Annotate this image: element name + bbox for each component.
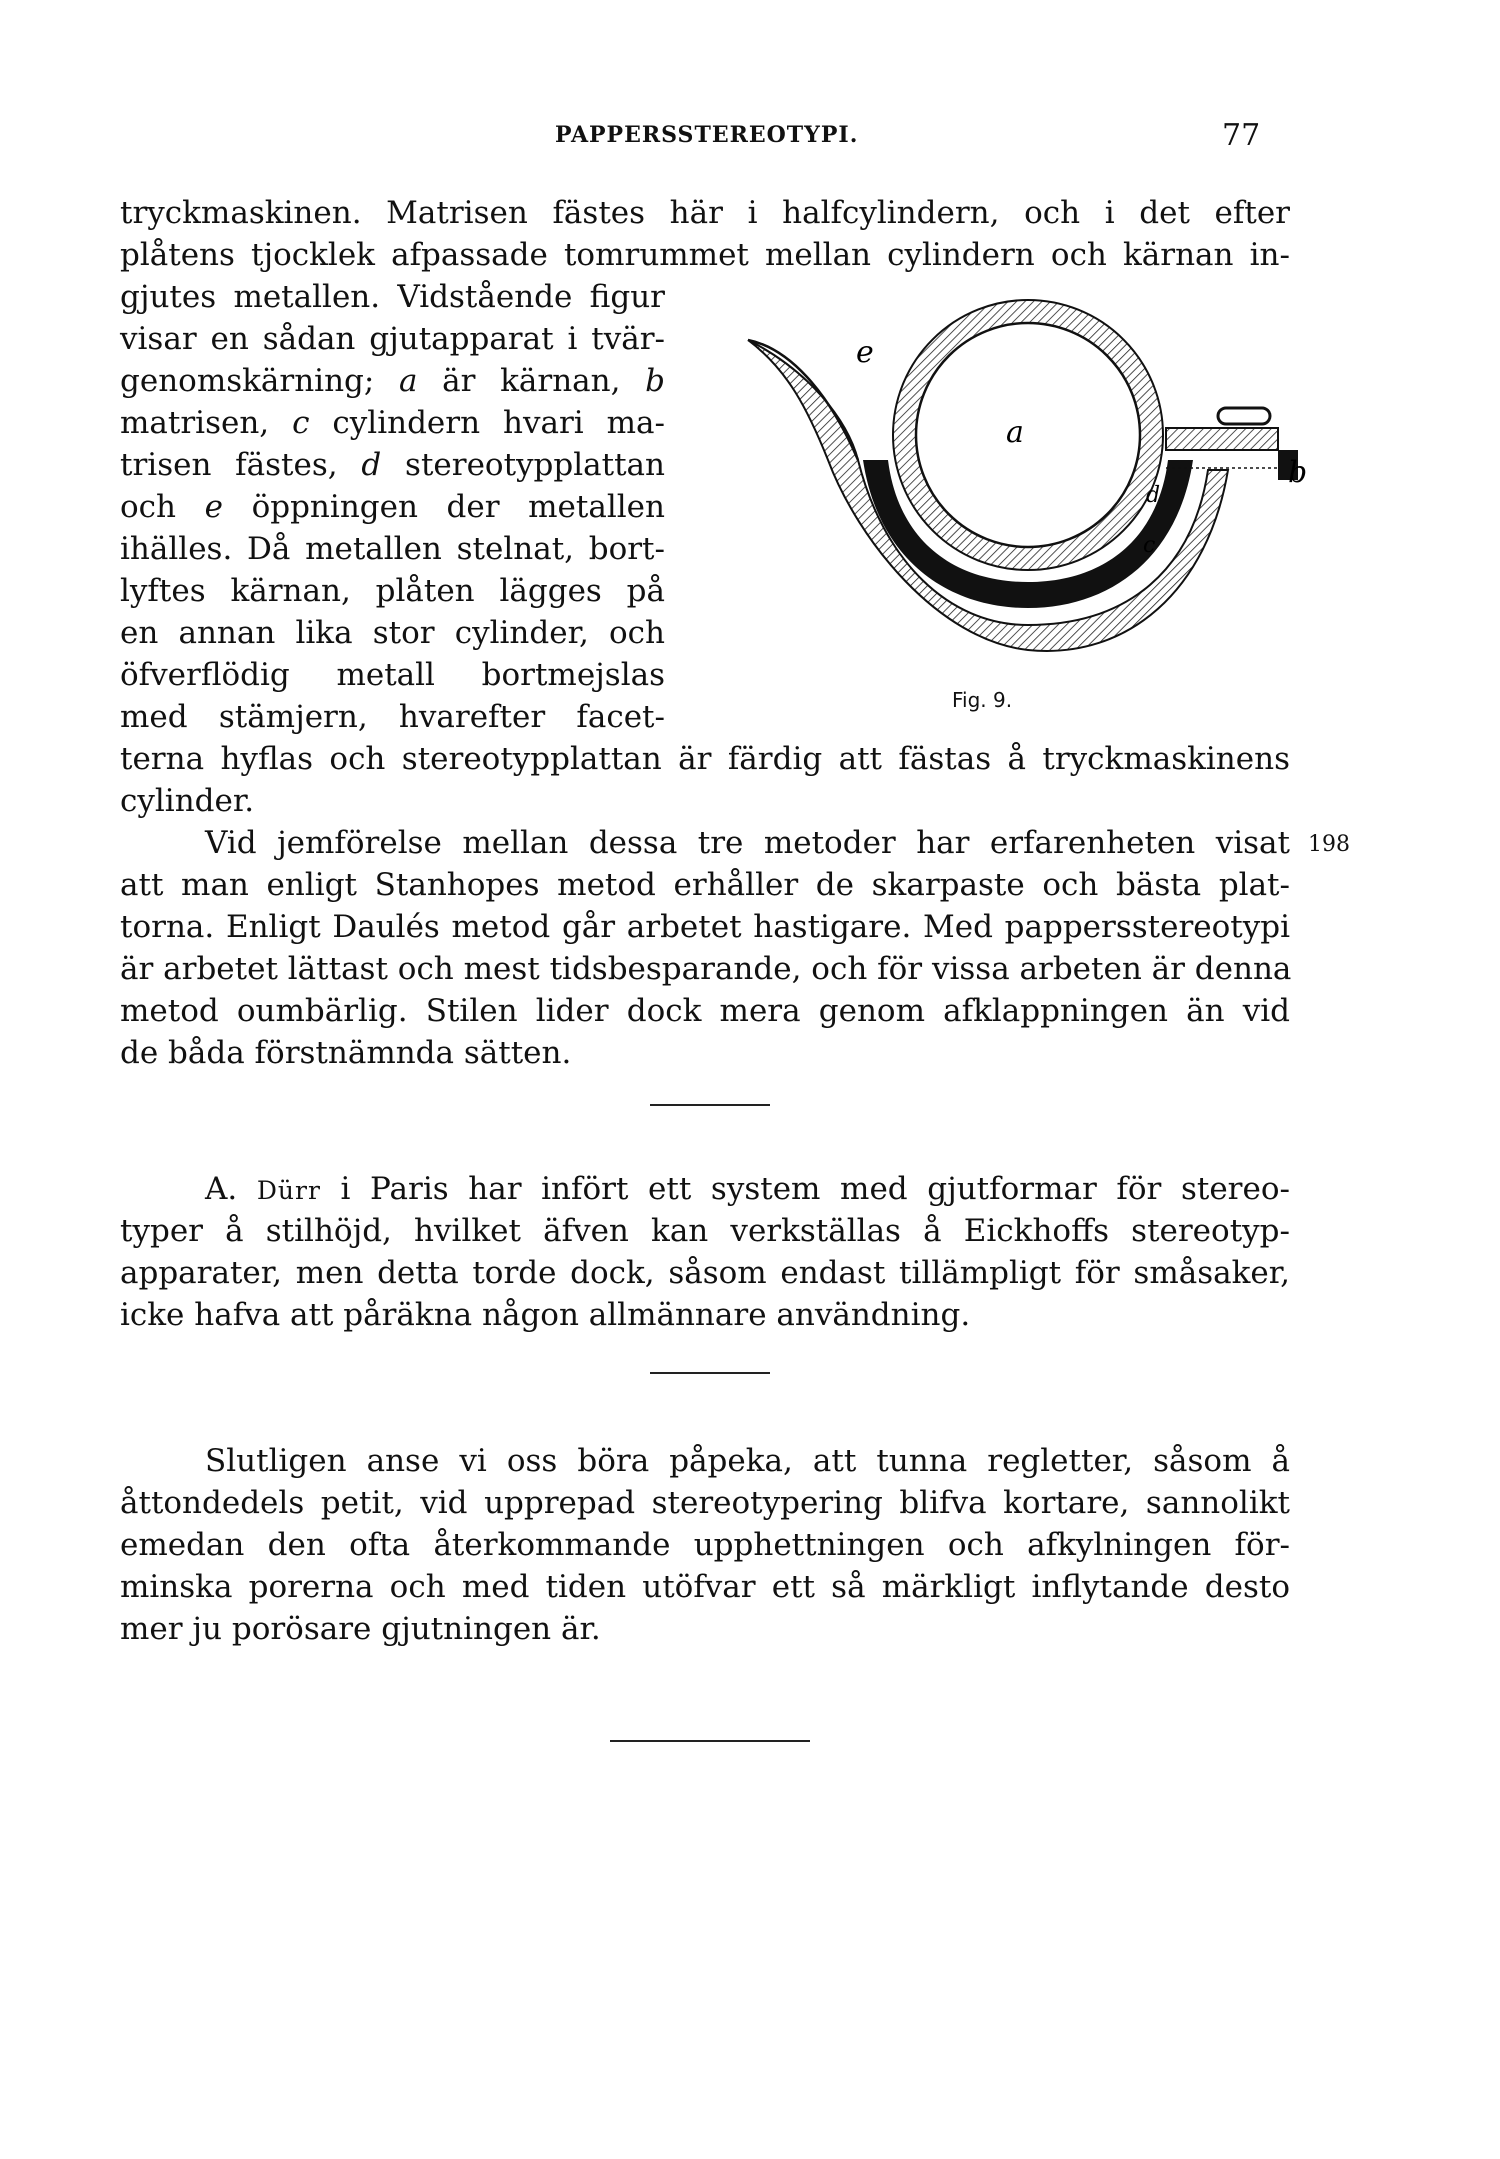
text-line: plåtens tjocklek afpassade tomrummet mellan cylindern och kärnan in- xyxy=(120,237,1290,273)
plate-holder xyxy=(1166,428,1278,450)
text-span: i Paris har infört ett system med gjutformar för stereo- xyxy=(320,1171,1290,1207)
fig-label-e: e xyxy=(856,335,874,370)
text-span: öppningen der metallen xyxy=(222,489,665,525)
text-span: genomskärning; xyxy=(120,363,400,399)
text-span: A. xyxy=(205,1171,257,1207)
text-line: öfverflödig metall bortmejslas xyxy=(120,657,665,693)
text-line: icke hafva att påräkna någon allmännare användning. xyxy=(120,1297,971,1333)
text-line xyxy=(205,1168,1290,1212)
label-a: a xyxy=(399,363,418,399)
text-line: tryckmaskinen. Matrisen fästes här i halfcylindern, och i det efter xyxy=(120,195,1290,231)
text-line: ihälles. Då metallen stelnat, bort- xyxy=(120,531,665,567)
page-number: 77 xyxy=(1222,118,1261,153)
text-line: torna. Enligt Daulés metod går arbetet hastigare. Med pappersstereotypi xyxy=(120,909,1290,945)
label-c: c xyxy=(292,405,310,441)
text-line: apparater, men detta torde dock, såsom endast tillämpligt för småsaker, xyxy=(120,1255,1290,1291)
person-name: Dürr xyxy=(256,1176,321,1205)
text-line: en annan lika stor cylinder, och xyxy=(120,615,665,651)
text-line xyxy=(120,486,665,528)
section-divider xyxy=(650,1104,770,1106)
core-interior xyxy=(916,323,1140,547)
text-line: är arbetet lättast och mest tidsbesparande, och för vissa arbeten är denna xyxy=(120,951,1292,987)
clamp-knob xyxy=(1218,408,1270,424)
text-line: cylinder. xyxy=(120,783,255,819)
text-span: är kärnan, xyxy=(417,363,646,399)
text-span: trisen fästes, xyxy=(120,447,362,483)
text-line: typer å stilhöjd, hvilket äfven kan verkställas å Eickhoffs stereotyp- xyxy=(120,1213,1290,1249)
text-line: mer ju porösare gjutningen är. xyxy=(120,1611,601,1647)
figure-caption: Fig. 9. xyxy=(952,688,1013,712)
label-b: b xyxy=(645,363,665,399)
text-line: att man enligt Stanhopes metod erhåller de skarpaste och bästa plat- xyxy=(120,867,1290,903)
text-line: metod oumbärlig. Stilen lider dock mera genom afklappningen än vid xyxy=(120,993,1290,1029)
fig-label-b: b xyxy=(1288,455,1308,490)
section-divider xyxy=(650,1372,770,1374)
text-line: lyftes kärnan, plåten lägges på xyxy=(120,573,665,609)
label-e: e xyxy=(204,489,223,525)
fig-label-a: a xyxy=(1006,415,1024,450)
text-line xyxy=(120,402,665,444)
text-line: med stämjern, hvarefter facet- xyxy=(120,699,665,735)
text-span: och xyxy=(120,489,205,525)
text-line xyxy=(120,360,665,402)
text-line: Vid jemförelse mellan dessa tre metoder har erfarenheten visat xyxy=(205,825,1290,861)
text-line: de båda förstnämnda sätten. xyxy=(120,1035,572,1071)
text-span: cylindern hvari ma- xyxy=(309,405,665,441)
text-line: terna hyflas och stereotypplattan är färdig att fästas å tryckmaskinens xyxy=(120,741,1290,777)
text-line: emedan den ofta återkommande upphettningen och afkylningen för- xyxy=(120,1527,1290,1563)
fig-label-c: c xyxy=(1143,533,1156,558)
text-line: minska porerna och med tiden utöfvar ett så märkligt inflytande desto xyxy=(120,1569,1290,1605)
end-rule xyxy=(610,1740,810,1742)
fig-label-d: d xyxy=(1146,483,1161,508)
text-span: stereotypplattan xyxy=(381,447,665,483)
text-line: Slutligen anse vi oss böra påpeka, att tunna regletter, såsom å xyxy=(205,1443,1290,1479)
text-line: visar en sådan gjutapparat i tvär- xyxy=(120,321,665,357)
text-span: matrisen, xyxy=(120,405,293,441)
label-d: d xyxy=(361,447,382,483)
margin-note: 198 xyxy=(1308,832,1350,857)
text-line: gjutes metallen. Vidstående figur xyxy=(120,279,665,315)
text-line: åttondedels petit, vid upprepad stereotypering blifva kortare, sannolikt xyxy=(120,1485,1290,1521)
text-line xyxy=(120,444,665,486)
figure-gjutapparat xyxy=(688,290,1310,660)
running-header: PAPPERSSTEREOTYPI. xyxy=(555,122,859,148)
